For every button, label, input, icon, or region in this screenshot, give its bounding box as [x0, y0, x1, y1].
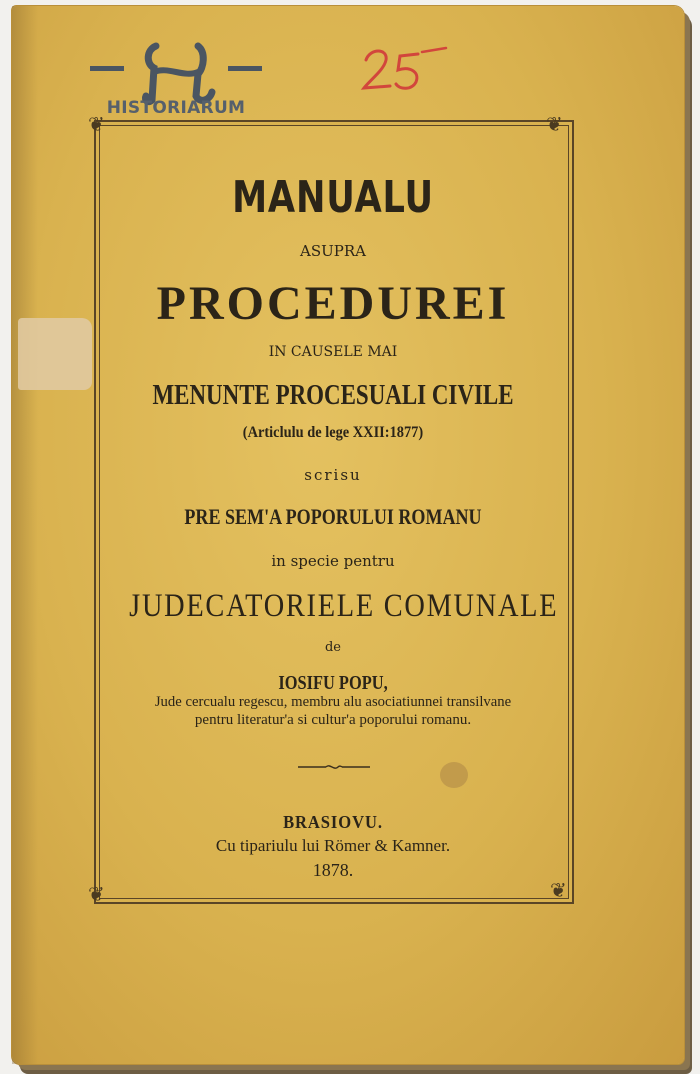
corner-ornament-icon: ❦ [546, 112, 563, 136]
divider-ornament-icon [296, 762, 372, 772]
imprint-city: BRASIOVU. [283, 812, 383, 832]
corner-ornament-icon: ❦ [88, 112, 105, 136]
watermark-text: HISTORIARUM [106, 98, 246, 118]
line-judecatoriele: JUDECATORIELE COMUNALE [129, 588, 559, 624]
torn-patch [18, 318, 92, 390]
line-pre-sema: PRE SEM'A POPORULUI ROMANU [184, 504, 482, 529]
title-manualu: MANUALU [232, 172, 434, 223]
imprint-year: 1878. [312, 860, 354, 880]
line-in-specie: in specie pentru [271, 552, 395, 570]
line-menunte: MENUNTE PROCESUALI CIVILE [152, 380, 514, 411]
author-description-2: pentru literatur'a si cultur'a poporului romanu. [194, 712, 472, 728]
line-scrisu: scrisu [304, 466, 362, 484]
spine-shadow [12, 6, 38, 1064]
corner-ornament-icon: ❦ [550, 878, 567, 902]
title-procedurei: PROCEDUREI [156, 277, 510, 330]
line-de: de [324, 640, 341, 655]
line-asupra: ASUPRA [300, 242, 366, 260]
line-articlulu: (Articlulu de lege XXII:1877) [242, 424, 424, 441]
handwritten-number [360, 40, 450, 96]
line-in-causele: IN CAUSELE MAI [268, 344, 398, 360]
author-description-1: Jude cercualu regescu, membru alu asociatiunnei transilvane [154, 694, 512, 710]
corner-ornament-icon: ❦ [88, 882, 105, 906]
author-name: IOSIFU POPU, [278, 672, 388, 694]
imprint-printer: Cu tipariulu lui Römer & Kamner. [215, 836, 451, 855]
